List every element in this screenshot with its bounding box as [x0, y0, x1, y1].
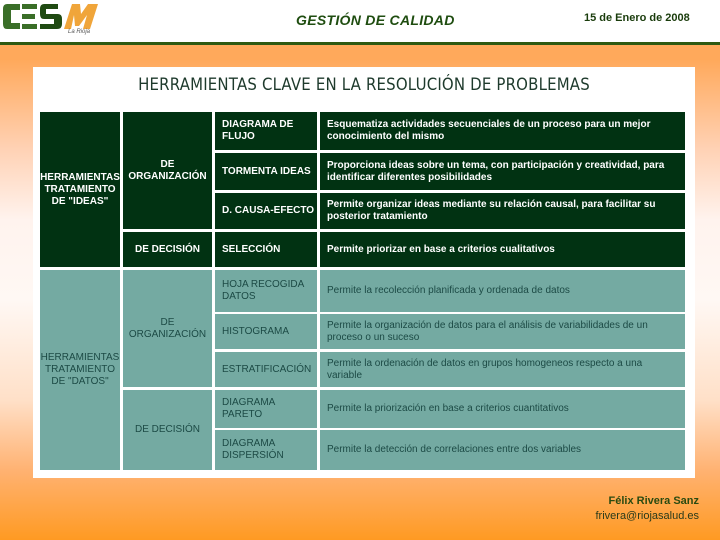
tool-description: Permite la recolección planificada y ordenada de datos	[327, 285, 570, 296]
tool-name-cell	[215, 314, 317, 349]
tool-description-cell	[320, 193, 685, 229]
tool-name: TORMENTA IDEAS	[222, 165, 311, 177]
tool-description: Proporciona ideas sobre un tema, con participación y creatividad, para identificar diferentes posibilidades	[327, 159, 665, 183]
tool-description-cell	[320, 314, 685, 349]
tool-name-cell	[215, 352, 317, 387]
subgroup-cell-ideas-decision	[123, 232, 212, 267]
tool-name: ESTRATIFICACIÓN	[222, 363, 312, 375]
tool-name-cell	[215, 390, 317, 428]
subgroup-label: DE ORGANIZACIÓN	[128, 316, 207, 340]
tool-description: Permite la priorización en base a criterios cuantitativos	[327, 403, 569, 414]
author-name: Félix Rivera Sanz	[608, 495, 699, 507]
subgroup-cell-ideas-organizacion	[123, 112, 212, 229]
tool-description-cell	[320, 232, 685, 267]
header-title: GESTIÓN DE CALIDAD	[296, 12, 455, 28]
subgroup-cell-datos-decision	[123, 390, 212, 470]
tool-name: SELECCIÓN	[222, 243, 281, 255]
tool-description-cell	[320, 390, 685, 428]
tool-name-cell	[215, 270, 317, 312]
tool-name: DIAGRAMA DISPERSIÓN	[222, 438, 284, 461]
header-date: 15 de Enero de 2008	[584, 12, 690, 24]
category-cell-ideas	[40, 112, 120, 267]
logo-subtitle: La Rioja	[68, 29, 91, 35]
panel-title: HERRAMIENTAS CLAVE EN LA RESOLUCIÓN DE PROBLEMAS	[138, 75, 590, 95]
tool-description-cell	[320, 430, 685, 470]
tool-name-cell	[215, 232, 317, 267]
tool-description-cell	[320, 153, 685, 190]
tool-name-cell	[215, 193, 317, 229]
tool-description-cell	[320, 112, 685, 150]
tool-name-cell	[215, 153, 317, 190]
category-label: HERRAMIENTAS TRATAMIENTO DE "IDEAS"	[40, 171, 120, 207]
tool-name: HISTOGRAMA	[222, 325, 290, 337]
subgroup-label: DE ORGANIZACIÓN	[128, 158, 207, 182]
tool-description-cell	[320, 352, 685, 387]
tool-name: DIAGRAMA DE FLUJO	[222, 119, 294, 142]
category-label: HERRAMIENTAS TRATAMIENTO DE "DATOS"	[40, 352, 120, 387]
tool-description: Esquematiza actividades secuenciales de un proceso para un mejor conocimiento del mismo	[327, 119, 651, 142]
tool-description: Permite la ordenación de datos en grupos homogeneos respecto a una variable	[327, 357, 643, 381]
author-email: frivera@riojasalud.es	[595, 510, 699, 522]
tool-name-cell	[215, 112, 317, 150]
subgroup-cell-datos-organizacion	[123, 270, 212, 387]
subgroup-label: DE DECISIÓN	[134, 424, 200, 435]
subgroup-label: DE DECISIÓN	[134, 243, 200, 255]
tool-name-cell	[215, 430, 317, 470]
tool-description: Permite la detección de correlaciones entre dos variables	[327, 444, 582, 455]
slide-header	[0, 0, 720, 45]
tool-name: HOJA RECOGIDA DATOS	[222, 279, 304, 302]
tool-description: Permite priorizar en base a criterios cualitativos	[327, 243, 555, 255]
tool-name: DIAGRAMA PARETO	[222, 397, 275, 420]
tool-name: D. CAUSA-EFECTO	[222, 205, 315, 216]
category-cell-datos	[40, 270, 120, 470]
tool-description: Permite la organización de datos para el análisis de variabilidades de un proceso o un suceso	[327, 319, 648, 343]
tool-description-cell	[320, 270, 685, 312]
tool-description: Permite organizar ideas mediante su relación causal, para facilitar su posterior tratamiento	[327, 199, 656, 222]
